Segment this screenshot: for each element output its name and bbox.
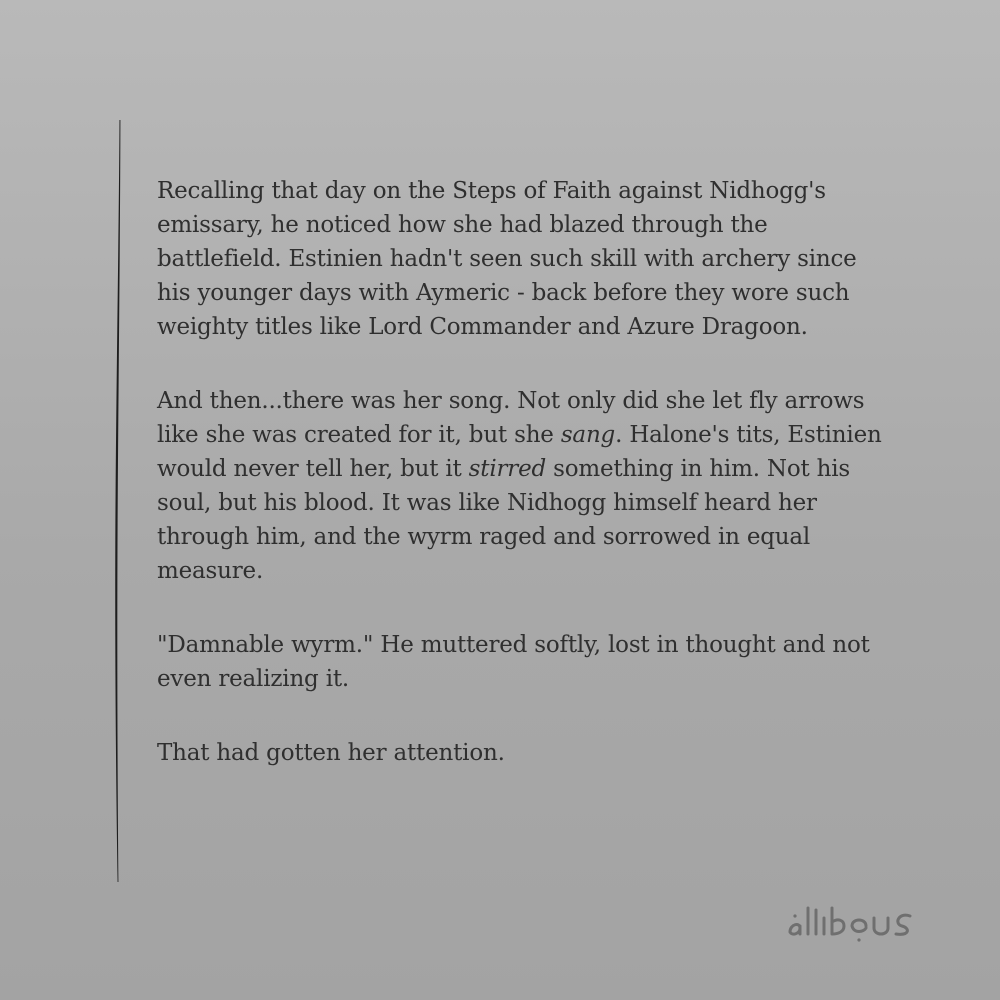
signature-logo-icon [786, 896, 934, 944]
text-segment: Recalling that day on the Steps of Faith against Nidhogg's emissary, he noticed how she had blazed through the battlefield. Estinien hadn't seen such skill with archery since his younger days with Aymeric - back before they wore such weighty titles like Lord Commander and Azure Dragoon. [157, 178, 857, 340]
story-text [157, 174, 882, 810]
story-paragraph [157, 736, 882, 770]
story-paragraph [157, 628, 882, 696]
italic-emphasis: stirred [468, 456, 546, 482]
vertical-divider-line [108, 120, 128, 882]
story-paragraph [157, 174, 882, 344]
italic-emphasis: sang [560, 422, 616, 448]
text-segment: And then...there was her song. Not only did she let fly arrows like she was created for it, but she [157, 388, 865, 448]
text-segment: . Halone's tits, Estinien would never tell her, but it [157, 422, 882, 482]
story-paragraph [157, 384, 882, 588]
signature-logo [786, 896, 934, 944]
text-segment: That had gotten her attention. [157, 740, 505, 766]
text-segment: something in him. Not his soul, but his blood. It was like Nidhogg himself heard her through him, and the wyrm raged and sorrowed in equal measure. [157, 456, 851, 584]
text-segment: "Damnable wyrm." He muttered softly, lost in thought and not even realizing it. [157, 632, 870, 692]
